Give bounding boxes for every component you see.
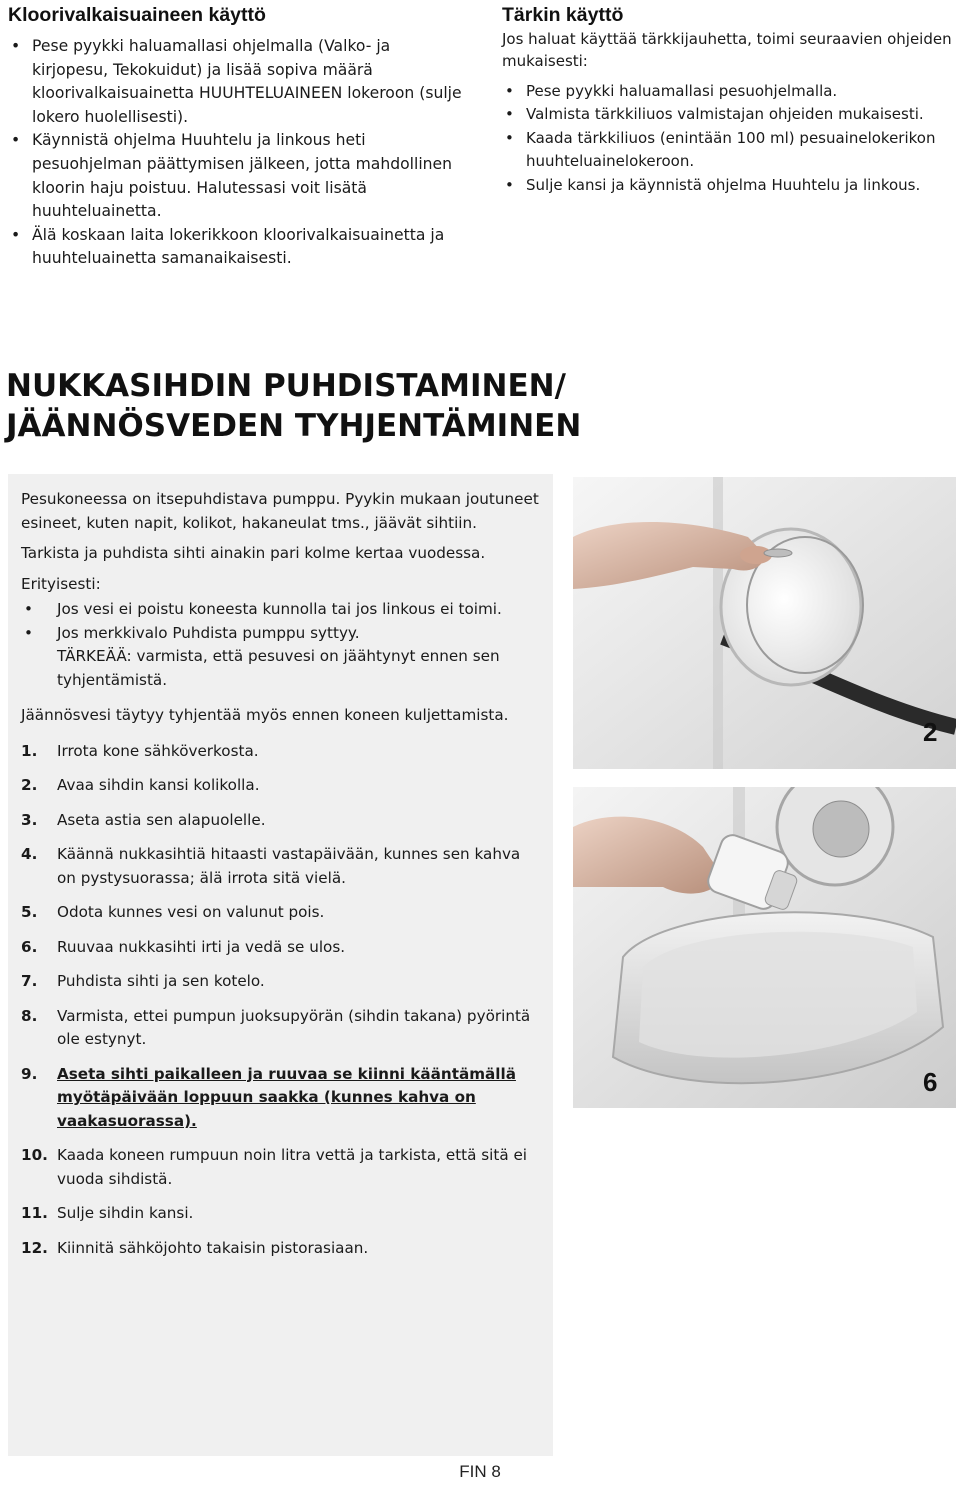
- panel-bullets: [21, 598, 553, 645]
- step-item: 2. Avaa sihdin kansi kolikolla.: [21, 776, 260, 794]
- chlorine-heading: Kloorivalkaisuaineen käyttö: [8, 4, 266, 26]
- list-item: • Käynnistä ohjelma Huuhtelu ja linkous heti pesuohjelman päättymisen jälkeen, jotta mahdollinen kloorin haju poistuu. Halutessasi voit lisätä huuhteluainetta.: [8, 129, 468, 223]
- step-item: 8. Varmista, ettei pumpun juoksupyörän (sihdin takana) pyörintä ole estynyt.: [21, 1006, 531, 1048]
- chlorine-section: [8, 2, 468, 271]
- page-title: [6, 366, 581, 446]
- step-item: 6. Ruuvaa nukkasihti irti ja vedä se ulos.: [21, 937, 346, 956]
- list-item: • Pese pyykki haluamallasi pesuohjelmalla.: [502, 80, 954, 103]
- important-step-text: Aseta sihti paikalleen ja ruuvaa se kiinni kääntämällä myötäpäivään loppuun saakka (kunnes kahva on vaakasuorassa).: [57, 1064, 516, 1130]
- step-item: 11. Sulje sihdin kansi.: [21, 1204, 194, 1222]
- panel-para-4: Jäännösvesi täytyy tyhjentää myös ennen koneen kuljettamista.: [21, 706, 509, 724]
- step-item: 7. Puhdista sihti ja sen kotelo.: [21, 972, 265, 990]
- title-line-1: NUKKASIHDIN PUHDISTAMINEN/: [6, 368, 566, 404]
- filter-cover-illustration: [573, 477, 956, 769]
- filter-removal-photo: [573, 787, 956, 1108]
- step-item: 4. Käännä nukkasihtiä hitaasti vastapäivään, kunnes sen kahva on pystysuorassa; älä irrota sitä vielä.: [21, 845, 521, 887]
- starch-intro: Jos haluat käyttää tärkkijauhetta, toimi seuraavien ohjeiden mukaisesti:: [502, 30, 952, 70]
- step-item: 3. Aseta astia sen alapuolelle.: [21, 810, 266, 829]
- list-item: • Jos vesi ei poistu koneesta kunnolla tai jos linkous ei toimi.: [21, 598, 553, 622]
- list-item: • Kaada tärkkiliuos (enintään 100 ml) pesuainelokerikon huuhteluainelokeroon.: [502, 127, 954, 174]
- panel-para-1: Pesukoneessa on itsepuhdistava pumppu. Pyykin mukaan joutuneet esineet, kuten napit, kolikot, hakaneulat tms., jäävät sihtiin.: [21, 490, 539, 532]
- list-item: • Pese pyykki haluamallasi ohjelmalla (Valko- ja kirjopesu, Tekokuidut) ja lisää sopiva määrä kloorivalkaisuainetta HUUHTELUAINEEN lokeroon (sulje lokero huolellisesti).: [8, 35, 468, 129]
- list-item: • Valmista tärkkiliuos valmistajan ohjeiden mukaisesti.: [502, 103, 954, 126]
- step-item: 10. Kaada koneen rumpuun noin litra vettä ja tarkista, että sitä ei vuoda sihdistä.: [21, 1146, 528, 1188]
- list-item: • Sulje kansi ja käynnistä ohjelma Huuhtelu ja linkous.: [502, 174, 954, 197]
- step-item: 12. Kiinnitä sähköjohto takaisin pistorasiaan.: [21, 1238, 369, 1257]
- page-number: FIN 8: [459, 1462, 501, 1481]
- step-item: 1. Irrota kone sähköverkosta.: [21, 741, 259, 760]
- list-item: • Älä koskaan laita lokerikkoon kloorivalkaisuainetta ja huuhteluainetta samanaikaisesti.: [8, 224, 468, 271]
- title-line-2: JÄÄNNÖSVEDEN TYHJENTÄMINEN: [6, 408, 582, 444]
- chlorine-list: [8, 35, 468, 271]
- filter-removal-illustration: [573, 787, 956, 1108]
- starch-section: [502, 2, 954, 197]
- instructions-panel: [8, 474, 553, 1456]
- starch-heading: Tärkin käyttö: [502, 4, 624, 26]
- starch-list: [502, 80, 954, 197]
- panel-para-3: Erityisesti:: [21, 574, 101, 593]
- panel-para-2: Tarkista ja puhdista sihti ainakin pari kolme kertaa vuodessa.: [21, 544, 486, 562]
- important-note: TÄRKEÄÄ: varmista, että pesuvesi on jäähtynyt ennen sen tyhjentämistä.: [57, 647, 500, 689]
- step-item: 5. Odota kunnes vesi on valunut pois.: [21, 903, 325, 921]
- figure-number-b: 6: [923, 1067, 938, 1097]
- filter-cover-photo: [573, 477, 956, 769]
- step-item: 9. Aseta sihti paikalleen ja ruuvaa se kiinni kääntämällä myötäpäivään loppuun saakka (kunnes kahva on vaakasuorassa).: [21, 1063, 553, 1134]
- steps-list: [21, 740, 553, 1261]
- list-item: • Jos merkkivalo Puhdista pumppu syttyy.: [21, 622, 553, 646]
- figure-number-a: 2: [923, 717, 938, 747]
